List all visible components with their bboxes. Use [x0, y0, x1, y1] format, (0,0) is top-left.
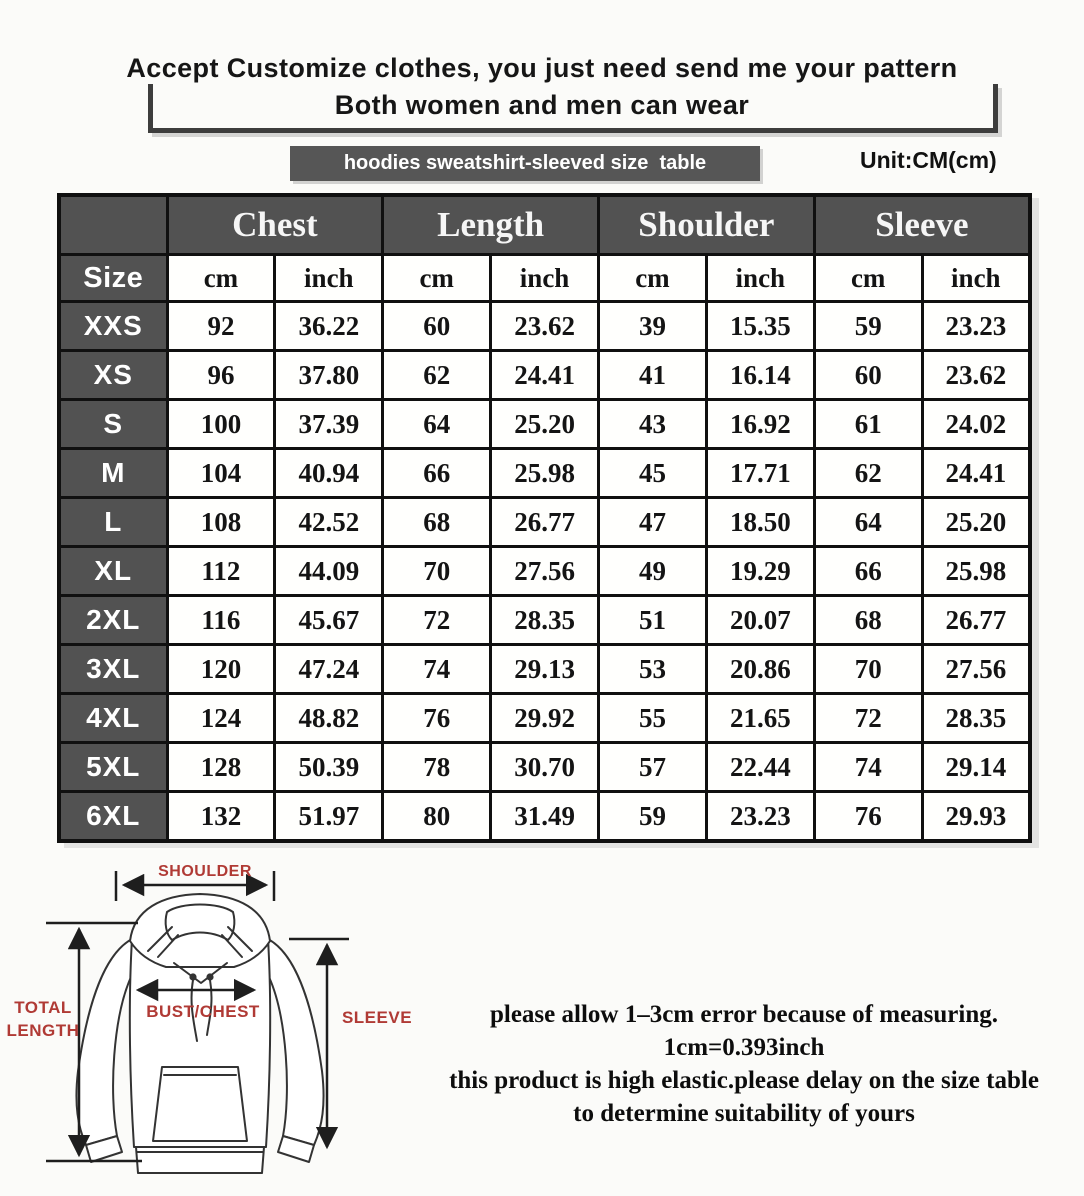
value-cell: 39 [599, 302, 707, 351]
value-cell: 70 [814, 645, 922, 694]
table-row [59, 694, 1030, 743]
value-cell: 23.62 [922, 351, 1030, 400]
value-cell: 74 [814, 743, 922, 792]
group-header-row [59, 195, 1030, 255]
value-cell: 47 [599, 498, 707, 547]
value-cell: 27.56 [491, 547, 599, 596]
value-cell: 16.14 [706, 351, 814, 400]
value-cell: 30.70 [491, 743, 599, 792]
size-cell: M [59, 449, 167, 498]
size-cell: L [59, 498, 167, 547]
table-row [59, 498, 1030, 547]
value-cell: 76 [383, 694, 491, 743]
value-cell: 41 [599, 351, 707, 400]
group-header-length: Length [383, 195, 599, 255]
value-cell: 49 [599, 547, 707, 596]
value-cell: 76 [814, 792, 922, 842]
value-cell: 26.77 [491, 498, 599, 547]
value-cell: 16.92 [706, 400, 814, 449]
value-cell: 29.14 [922, 743, 1030, 792]
value-cell: 62 [814, 449, 922, 498]
size-cell: XXS [59, 302, 167, 351]
measuring-notes [408, 998, 1080, 1130]
value-cell: 66 [814, 547, 922, 596]
size-cell: S [59, 400, 167, 449]
value-cell: 72 [383, 596, 491, 645]
note-line: 1cm=0.393inch [663, 1034, 825, 1061]
sleeve-label: SLEEVE [341, 1008, 413, 1027]
corner-cell [59, 195, 167, 255]
value-cell: 72 [814, 694, 922, 743]
headline-line-2: Both women and men can wear [334, 90, 750, 120]
subheader-cell: cm [599, 255, 707, 302]
value-cell: 50.39 [275, 743, 383, 792]
value-cell: 40.94 [275, 449, 383, 498]
value-cell: 96 [167, 351, 275, 400]
value-cell: 37.39 [275, 400, 383, 449]
value-cell: 132 [167, 792, 275, 842]
value-cell: 22.44 [706, 743, 814, 792]
value-cell: 66 [383, 449, 491, 498]
hoodie-drawing [76, 894, 323, 1173]
value-cell: 25.98 [922, 547, 1030, 596]
value-cell: 51.97 [275, 792, 383, 842]
bust-chest-label: BUST/CHEST [146, 1002, 260, 1021]
value-cell: 61 [814, 400, 922, 449]
value-cell: 23.62 [491, 302, 599, 351]
table-row [59, 645, 1030, 694]
value-cell: 29.93 [922, 792, 1030, 842]
value-cell: 25.20 [491, 400, 599, 449]
size-cell: 4XL [59, 694, 167, 743]
note-line: to determine suitability of yours [573, 1100, 915, 1127]
table-row [59, 400, 1030, 449]
note-line: this product is high elastic.please delay on the size table [449, 1067, 1039, 1094]
size-cell: XL [59, 547, 167, 596]
value-cell: 45 [599, 449, 707, 498]
value-cell: 29.13 [491, 645, 599, 694]
group-header-sleeve: Sleeve [814, 195, 1030, 255]
subheader-cell: inch [922, 255, 1030, 302]
value-cell: 68 [814, 596, 922, 645]
value-cell: 42.52 [275, 498, 383, 547]
value-cell: 59 [599, 792, 707, 842]
subheader-cell: cm [167, 255, 275, 302]
value-cell: 45.67 [275, 596, 383, 645]
value-cell: 80 [383, 792, 491, 842]
subheader-cell: inch [706, 255, 814, 302]
value-cell: 104 [167, 449, 275, 498]
value-cell: 116 [167, 596, 275, 645]
table-row [59, 596, 1030, 645]
value-cell: 25.98 [491, 449, 599, 498]
value-cell: 108 [167, 498, 275, 547]
value-cell: 24.41 [922, 449, 1030, 498]
headline-line-1: Accept Customize clothes, you just need send me your pattern [126, 53, 958, 83]
size-cell: 2XL [59, 596, 167, 645]
subheader-cell: inch [491, 255, 599, 302]
value-cell: 24.41 [491, 351, 599, 400]
shoulder-label: SHOULDER [158, 863, 252, 880]
value-cell: 26.77 [922, 596, 1030, 645]
value-cell: 78 [383, 743, 491, 792]
table-title-bar: hoodies sweatshirt-sleeved size table [290, 146, 760, 181]
table-row [59, 449, 1030, 498]
value-cell: 29.92 [491, 694, 599, 743]
size-table [57, 193, 1032, 843]
subheader-cell: cm [383, 255, 491, 302]
value-cell: 25.20 [922, 498, 1030, 547]
value-cell: 47.24 [275, 645, 383, 694]
value-cell: 28.35 [922, 694, 1030, 743]
subheader-cell: cm [814, 255, 922, 302]
value-cell: 60 [383, 302, 491, 351]
value-cell: 23.23 [706, 792, 814, 842]
value-cell: 128 [167, 743, 275, 792]
value-cell: 64 [383, 400, 491, 449]
value-cell: 70 [383, 547, 491, 596]
value-cell: 36.22 [275, 302, 383, 351]
value-cell: 24.02 [922, 400, 1030, 449]
size-column-header: Size [59, 255, 167, 302]
value-cell: 64 [814, 498, 922, 547]
value-cell: 20.86 [706, 645, 814, 694]
value-cell: 55 [599, 694, 707, 743]
unit-label: Unit:CM(cm) [860, 147, 997, 173]
table-row [59, 792, 1030, 842]
value-cell: 19.29 [706, 547, 814, 596]
size-cell: XS [59, 351, 167, 400]
value-cell: 28.35 [491, 596, 599, 645]
size-cell: 3XL [59, 645, 167, 694]
value-cell: 68 [383, 498, 491, 547]
table-row [59, 547, 1030, 596]
value-cell: 37.80 [275, 351, 383, 400]
size-cell: 5XL [59, 743, 167, 792]
value-cell: 18.50 [706, 498, 814, 547]
value-cell: 20.07 [706, 596, 814, 645]
value-cell: 17.71 [706, 449, 814, 498]
value-cell: 100 [167, 400, 275, 449]
value-cell: 15.35 [706, 302, 814, 351]
value-cell: 57 [599, 743, 707, 792]
value-cell: 51 [599, 596, 707, 645]
sub-header-row [59, 255, 1030, 302]
value-cell: 74 [383, 645, 491, 694]
value-cell: 120 [167, 645, 275, 694]
size-cell: 6XL [59, 792, 167, 842]
table-row [59, 351, 1030, 400]
value-cell: 112 [167, 547, 275, 596]
value-cell: 62 [383, 351, 491, 400]
note-line: please allow 1–3cm error because of measuring. [489, 1001, 999, 1028]
group-header-chest: Chest [167, 195, 383, 255]
value-cell: 59 [814, 302, 922, 351]
value-cell: 27.56 [922, 645, 1030, 694]
group-header-shoulder: Shoulder [599, 195, 815, 255]
value-cell: 44.09 [275, 547, 383, 596]
total-length-label: TOTAL LENGTH [6, 998, 80, 1040]
value-cell: 53 [599, 645, 707, 694]
subheader-cell: inch [275, 255, 383, 302]
headline [0, 50, 1084, 124]
value-cell: 60 [814, 351, 922, 400]
value-cell: 124 [167, 694, 275, 743]
value-cell: 31.49 [491, 792, 599, 842]
table-row [59, 743, 1030, 792]
value-cell: 21.65 [706, 694, 814, 743]
table-row [59, 302, 1030, 351]
value-cell: 43 [599, 400, 707, 449]
value-cell: 23.23 [922, 302, 1030, 351]
size-table-body [59, 302, 1030, 842]
value-cell: 92 [167, 302, 275, 351]
value-cell: 48.82 [275, 694, 383, 743]
